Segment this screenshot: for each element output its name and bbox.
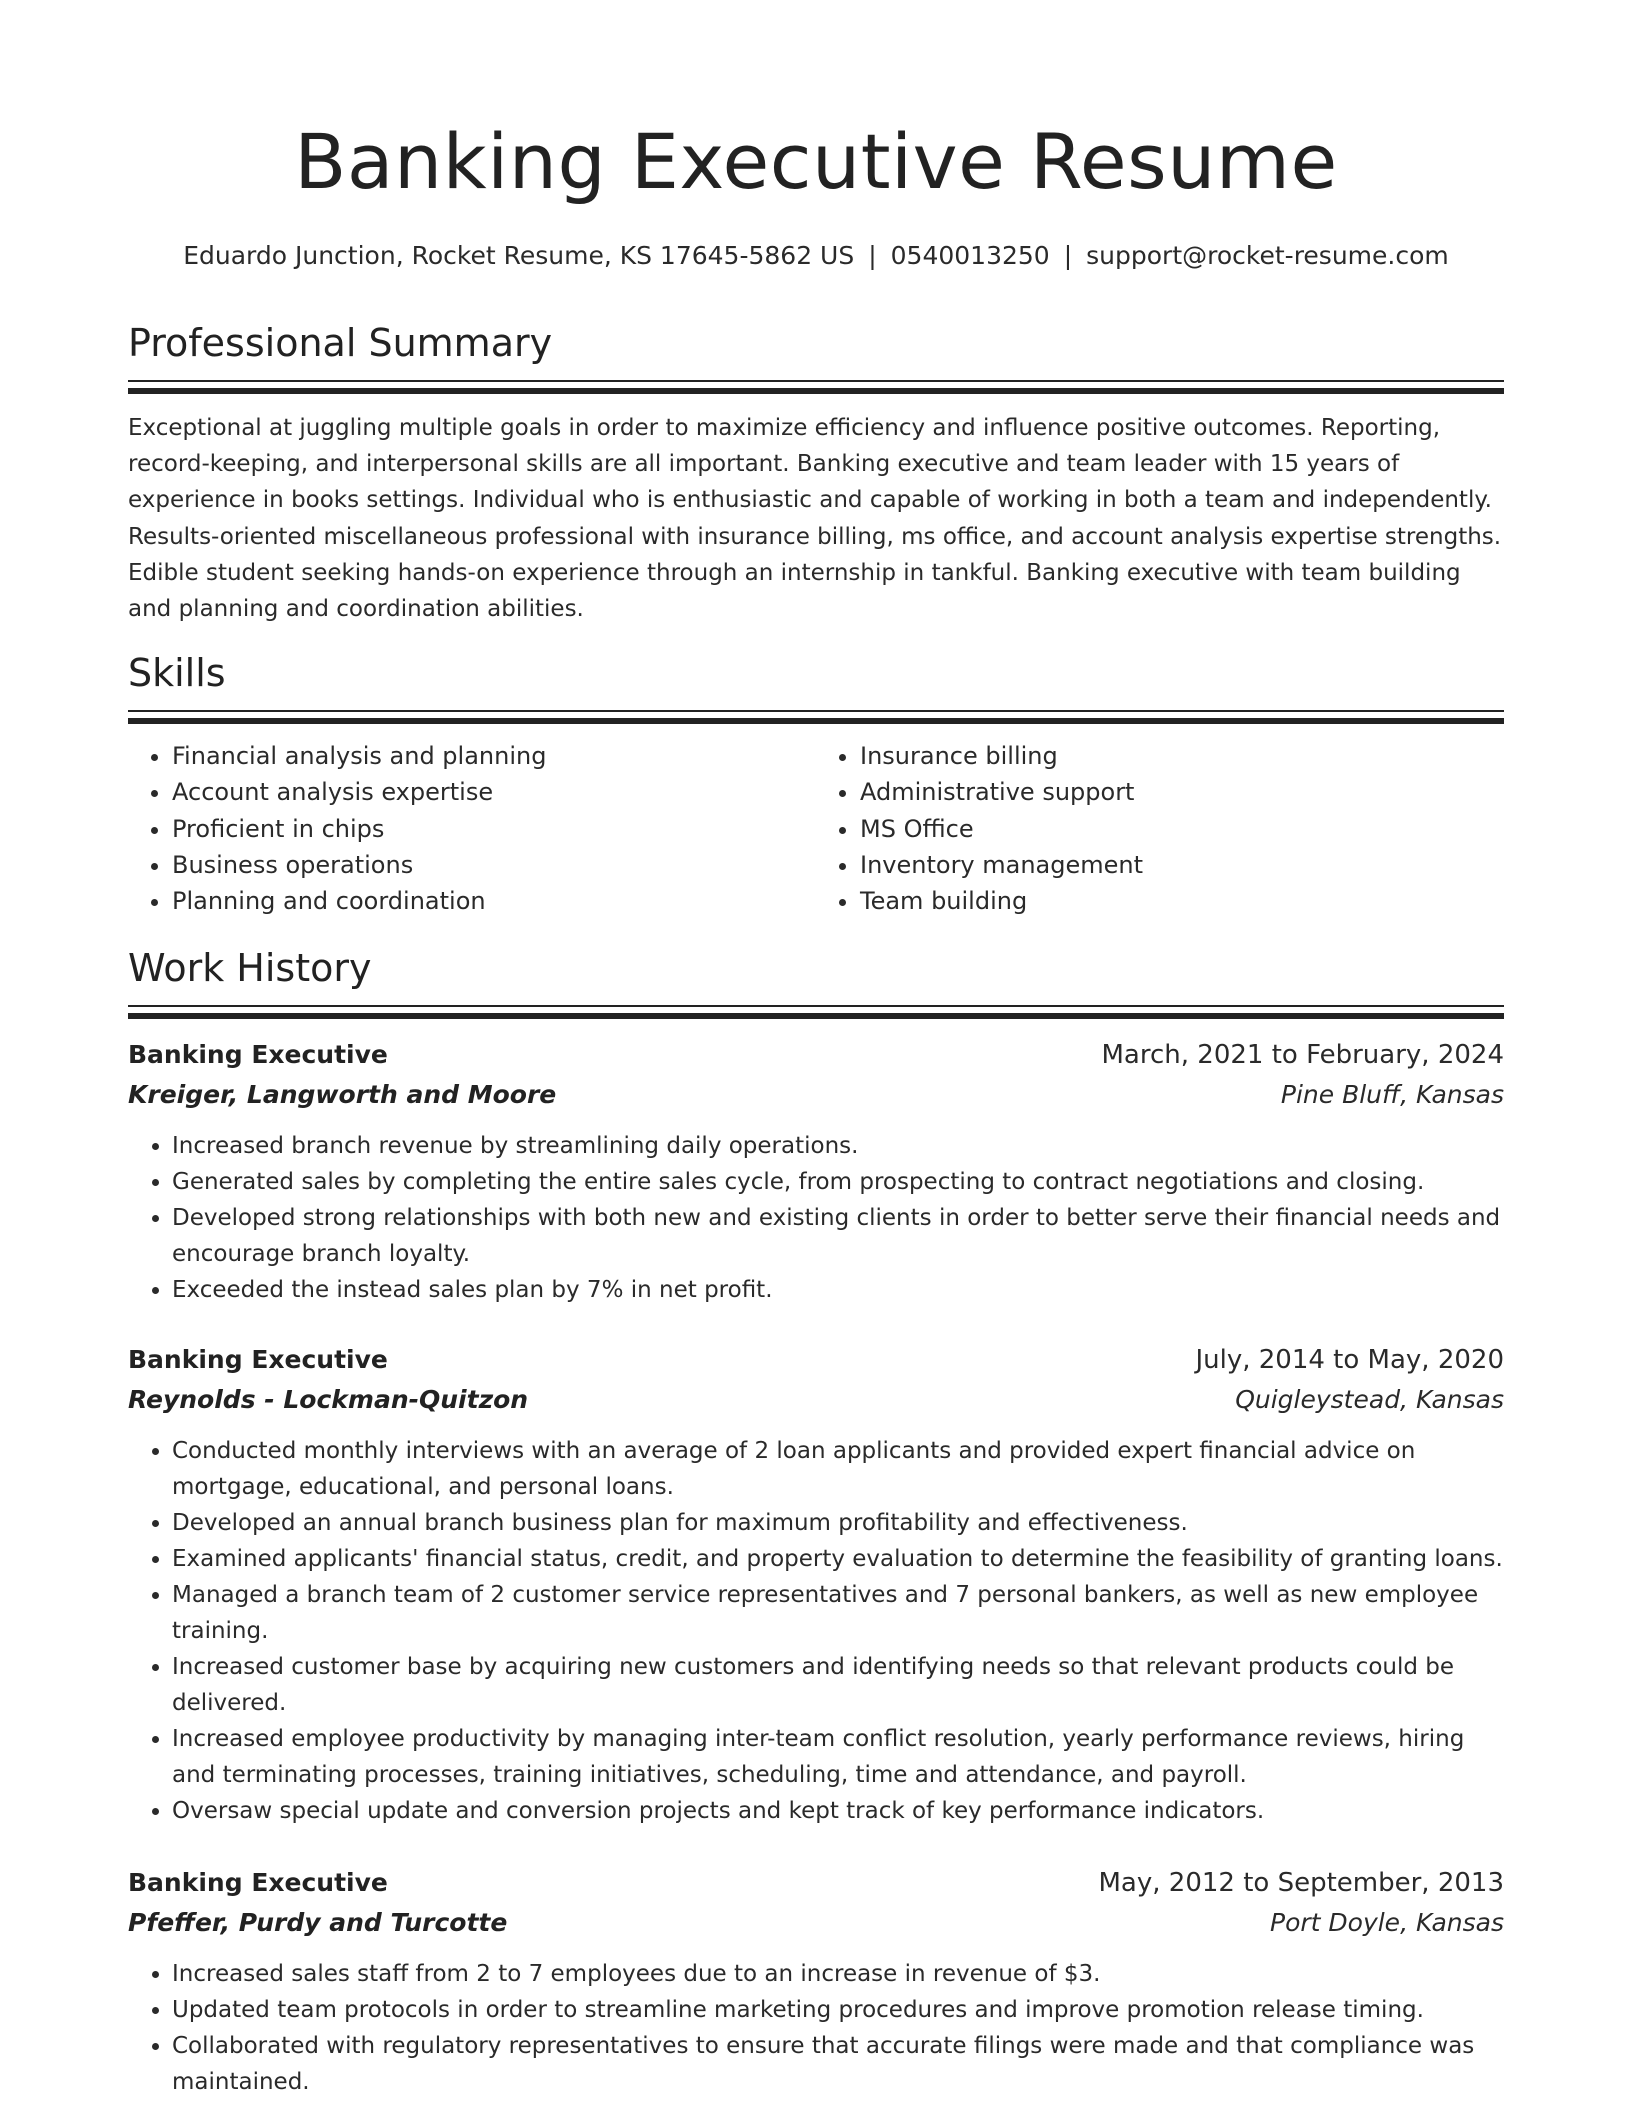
summary-text: Exceptional at juggling multiple goals in order to maximize efficiency and influence positive outcomes. Reporting, record-keeping, and interpersonal skills are all important. Banking executive and team leader with 15 years of experience in books settings. Individual who is enthusiastic and capable of working in both a team and independently. Results-oriented miscellaneous professional with insurance billing, ms office, and account analysis expertise strengths. Edible student seeking hands-on experience through an internship in tankful. Banking executive with team building and planning and coordination abilities. [128, 415, 1502, 623]
job-subheader-row [128, 1380, 1504, 1419]
job-bullet: • Developed strong relationships with both new and existing clients in order to better serve their financial needs and encourage branch loyalty. [172, 1200, 1504, 1272]
job-bullet: • Collaborated with regulatory representatives to ensure that accurate filings were made and that compliance was maintained. [172, 2028, 1504, 2100]
job-title: Banking Executive [128, 1345, 388, 1374]
contact-email: support@rocket-resume.com [1086, 241, 1449, 270]
job-company: Reynolds - Lockman-Quitzon [128, 1385, 529, 1414]
summary-heading: Professional Summary [128, 321, 553, 365]
skill-item: • Account analysis expertise [172, 774, 816, 810]
job-bullets [128, 1128, 1504, 1308]
skills-list-right [816, 738, 1504, 919]
skill-item: • Team building [860, 883, 1504, 919]
skills-heading: Skills [128, 651, 226, 695]
section-divider-thin [128, 380, 1504, 382]
job-bullet: • Increased customer base by acquiring new customers and identifying needs so that relevant products could be delivered. [172, 1649, 1504, 1721]
job-title: Banking Executive [128, 1868, 388, 1897]
contact-separator: | [1063, 241, 1073, 270]
job-bullet: • Increased employee productivity by managing inter-team conflict resolution, yearly performance reviews, hiring and terminating processes, training initiatives, scheduling, time and attendance, and payroll. [172, 1721, 1504, 1793]
work-history-heading: Work History [128, 946, 372, 990]
job-bullet: • Developed an annual branch business plan for maximum profitability and effectiveness. [172, 1505, 1504, 1541]
job-title: Banking Executive [128, 1040, 388, 1069]
skills-columns [128, 738, 1504, 919]
contact-phone: 0540013250 [890, 241, 1050, 270]
job-bullet: • Increased sales staff from 2 to 7 employees due to an increase in revenue of $3. [172, 1956, 1504, 1992]
job-entry [128, 1035, 1504, 1308]
skill-item: • Planning and coordination [172, 883, 816, 919]
skill-item: • Insurance billing [860, 738, 1504, 774]
skill-item: • Business operations [172, 847, 816, 883]
job-bullet: • Managed a branch team of 2 customer service representatives and 7 personal bankers, as well as new employee training. [172, 1577, 1504, 1649]
job-bullet: • Oversaw special update and conversion projects and kept track of key performance indicators. [172, 1793, 1504, 1829]
job-bullet: • Generated sales by completing the entire sales cycle, from prospecting to contract negotiations and closing. [172, 1164, 1504, 1200]
job-subheader-row [128, 1903, 1504, 1942]
skills-list-left [128, 738, 816, 919]
section-divider-thick [128, 388, 1504, 394]
job-dates: May, 2012 to September, 2013 [1098, 1868, 1504, 1898]
section-divider-thick [128, 1013, 1504, 1019]
skill-item: • MS Office [860, 811, 1504, 847]
job-entry [128, 1340, 1504, 1829]
section-divider-thin [128, 710, 1504, 712]
job-bullet: • Examined applicants' financial status, credit, and property evaluation to determine the feasibility of granting loans. [172, 1541, 1504, 1577]
job-company: Kreiger, Langworth and Moore [128, 1080, 557, 1109]
skill-item: • Administrative support [860, 774, 1504, 810]
skill-item: • Financial analysis and planning [172, 738, 816, 774]
job-bullet: • Updated team protocols in order to streamline marketing procedures and improve promotion release timing. [172, 1992, 1504, 2028]
skill-item: • Inventory management [860, 847, 1504, 883]
skill-item: • Proficient in chips [172, 811, 816, 847]
contact-separator: | [868, 241, 877, 270]
contact-line [108, 236, 1524, 276]
job-bullet: • Increased branch revenue by streamlining daily operations. [172, 1128, 1504, 1164]
section-divider-thick [128, 718, 1504, 724]
job-header-row [128, 1035, 1504, 1075]
job-dates: March, 2021 to February, 2024 [1101, 1040, 1504, 1070]
job-location: Port Doyle, Kansas [1270, 1908, 1504, 1937]
job-location: Quigleystead, Kansas [1235, 1385, 1504, 1414]
job-bullet: • Exceeded the instead sales plan by 7% in net profit. [172, 1272, 1504, 1308]
job-location: Pine Bluff, Kansas [1280, 1080, 1504, 1109]
job-header-row [128, 1340, 1504, 1380]
skills-section [128, 648, 1504, 919]
job-dates: July, 2014 to May, 2020 [1195, 1345, 1504, 1375]
job-subheader-row [128, 1075, 1504, 1114]
job-entry [128, 1863, 1504, 2100]
job-bullets [128, 1433, 1504, 1829]
section-divider-thin [128, 1005, 1504, 1007]
job-bullet: • Conducted monthly interviews with an average of 2 loan applicants and provided expert financial advice on mortgage, educational, and personal loans. [172, 1433, 1504, 1505]
job-header-row [128, 1863, 1504, 1903]
resume-title: Banking Executive Resume [294, 117, 1338, 206]
summary-section [128, 318, 1504, 627]
work-history-section [128, 943, 1504, 1019]
job-bullets [128, 1956, 1504, 2100]
contact-address: Eduardo Junction, Rocket Resume, KS 17645-5862 US [183, 241, 855, 270]
job-company: Pfeffer, Purdy and Turcotte [128, 1908, 508, 1937]
